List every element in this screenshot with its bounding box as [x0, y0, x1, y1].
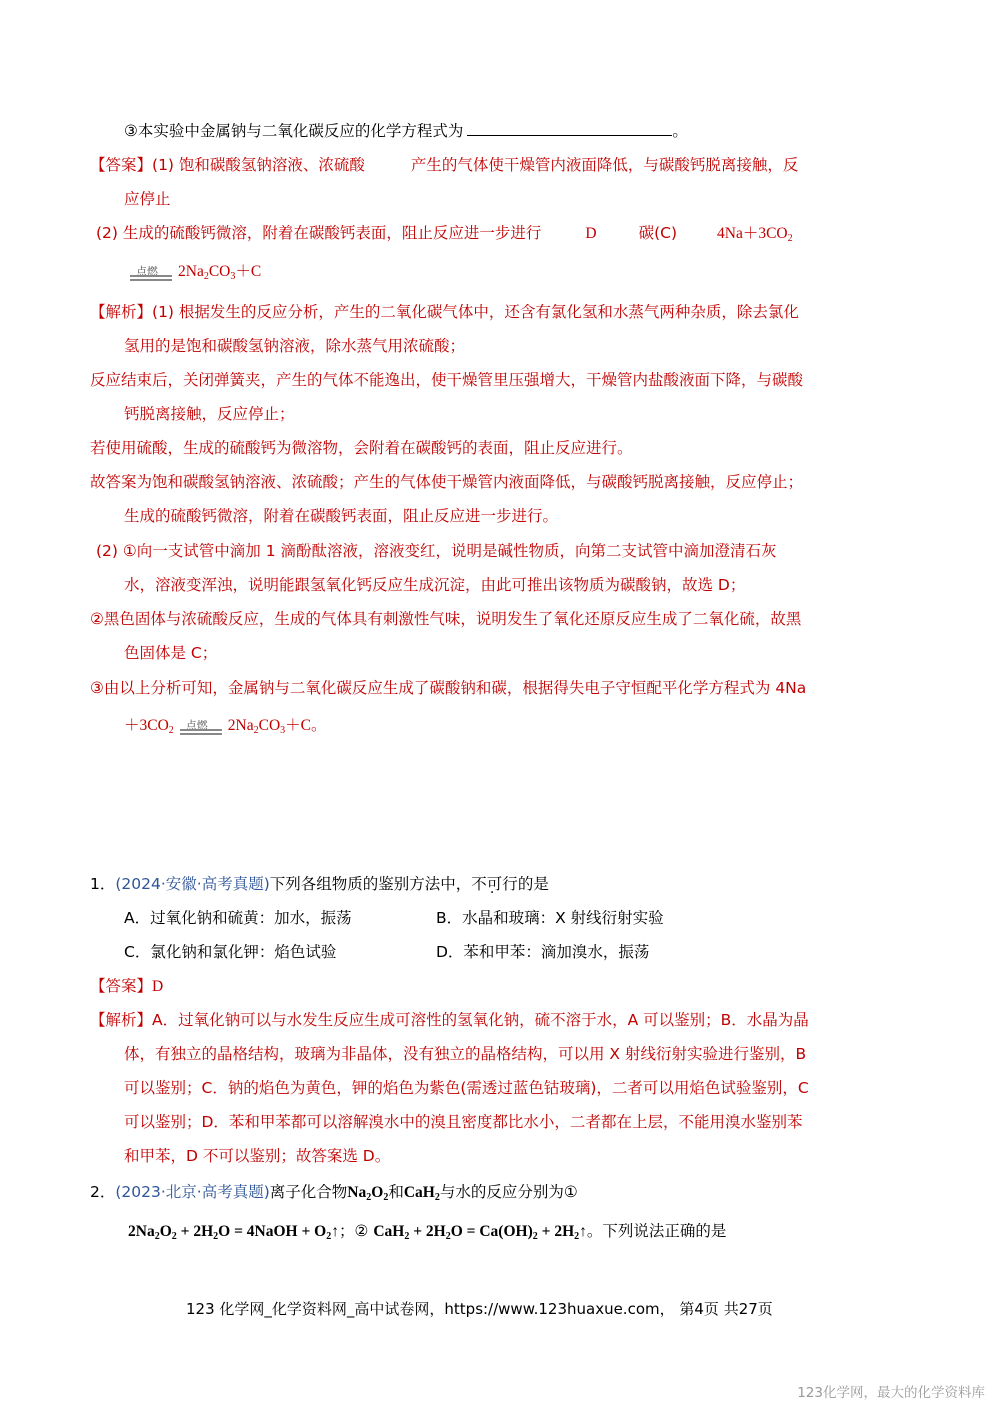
- question-1-stem: 1．(2024·安徽·高考真题)下列各组物质的鉴别方法中，不可行的是: [90, 875, 549, 893]
- question-1-analysis-4: 可以鉴别；D．苯和甲苯都可以溶解溴水中的溴且密度都比水小，二者都在上层，不能用溴水鉴别苯: [124, 1113, 803, 1131]
- answer-equation-rhs: 点燃 $2Na_2CO_3+C$: [130, 260, 261, 284]
- option-c: C．氯化钠和氯化钾：焰色试验: [124, 943, 337, 961]
- q3-prompt: ③本实验中金属钠与二氧化碳反应的化学方程式为 。: [124, 122, 688, 140]
- analysis-equation: $+3CO_2$ 点燃 $2Na_2CO_3+C$。: [124, 717, 327, 736]
- question-1-answer: 【答案】D: [90, 977, 164, 995]
- watermark: 123化学网，最大的化学资料库: [797, 1385, 985, 1401]
- ignition-condition-icon: 点燃: [180, 716, 222, 736]
- gas-arrow-icon: ↑: [579, 1223, 587, 1240]
- answer-line-1: 【答案】(1) 饱和碳酸氢钠溶液、浓硫酸 产生的气体使干燥管内液面降低，与碳酸钙脱离接触，反: [90, 156, 799, 174]
- question-1-analysis-1: 【解析】A．过氧化钠可以与水发生反应生成可溶性的氢氧化钠，硫不溶于水，A 可以鉴别；B．水晶为晶: [90, 1011, 809, 1029]
- answer-line-2: 应停止: [124, 190, 171, 208]
- analysis-line-5: 若使用硫酸，生成的硫酸钙为微溶物，会附着在碳酸钙的表面，阻止反应进行。: [90, 439, 633, 457]
- question-1-analysis-3: 可以鉴别；C．钠的焰色为黄色，钾的焰色为紫色(需透过蓝色钴玻璃)，二者可以用焰色试验鉴别，C: [124, 1079, 809, 1097]
- option-a: A．过氧化钠和硫黄：加水，振荡: [124, 909, 352, 927]
- page-footer: 123 化学网_化学资料网_高中试卷网，https://www.123huaxue.com， 第4页 共27页: [186, 1300, 773, 1318]
- question-2-source[interactable]: (2023·北京·高考真题): [115, 1183, 270, 1201]
- analysis-line-3: 反应结束后，关闭弹簧夹，产生的气体不能逸出，使干燥管里压强增大，干燥管内盐酸液面下降，与碳酸: [90, 371, 804, 389]
- equation-lhs: $4Na+3CO_2$: [717, 225, 793, 244]
- ignition-condition-icon: 点燃: [130, 262, 172, 282]
- analysis-line-12: ③由以上分析可知，金属钠与二氧化碳反应生成了碳酸钠和碳，根据得失电子守恒配平化学方程式为 4Na: [90, 679, 807, 697]
- analysis-line-11: 色固体是 C；: [124, 644, 218, 662]
- analysis-tag: 【解析】: [90, 303, 153, 321]
- answer-tag: 【答案】: [90, 156, 153, 174]
- option-d: D．苯和甲苯：滴加溴水，振荡: [436, 943, 650, 961]
- analysis-line-7: 生成的硫酸钙微溶，附着在碳酸钙表面，阻止反应进一步进行。: [124, 507, 559, 525]
- analysis-line-6: 故答案为饱和碳酸氢钠溶液、浓硫酸；产生的气体使干燥管内液面降低，与碳酸钙脱离接触，反应停止；: [90, 473, 804, 491]
- option-b: B．水晶和玻璃：X 射线衍射实验: [436, 909, 664, 927]
- question-1-analysis-2: 体，有独立的晶格结构，玻璃为非晶体，没有独立的晶格结构，可以用 X 射线衍射实验进行鉴别，B: [124, 1045, 807, 1063]
- question-2-equations: $2Na_2O_2 + 2H_2O$ = 4NaOH + $O_2↑$；② $CaH_2 + 2H_2O = Ca(OH)_2$ + $2H_2↑$。下列说法正确的是: [128, 1222, 727, 1242]
- gas-arrow-icon: ↑: [331, 1223, 339, 1240]
- analysis-line-1: 【解析】(1) 根据发生的反应分析，产生的二氧化碳气体中，还含有氯化氢和水蒸气两种杂质，除去氯化: [90, 303, 799, 321]
- question-2-stem: 2．(2023·北京·高考真题)离子化合物$Na_2O_2$和CaH$_2$与水的反应分别为①: [90, 1183, 578, 1203]
- analysis-line-9: 水，溶液变浑浊，说明能跟氢氧化钙反应生成沉淀，由此可推出该物质为碳酸钠，故选 D；: [124, 576, 746, 594]
- analysis-line-10: ②黑色固体与浓硫酸反应，生成的气体具有刺激性气味，说明发生了氧化还原反应生成了二氧化硫，故黑: [90, 610, 802, 628]
- answer-blank[interactable]: [467, 120, 672, 136]
- emphasis-not-feasible: 不可行: [471, 875, 518, 893]
- question-1-source[interactable]: (2024·安徽·高考真题): [115, 875, 270, 893]
- analysis-line-2: 氢用的是饱和碳酸氢钠溶液，除水蒸气用浓硫酸；: [124, 337, 466, 355]
- analysis-line-8: (2) ①向一支试管中滴加 1 滴酚酞溶液，溶液变红，说明是碱性物质，向第二支试管中滴加澄清石灰: [96, 542, 777, 560]
- analysis-line-4: 钙脱离接触，反应停止；: [124, 405, 295, 423]
- question-1-analysis-5: 和甲苯，D 不可以鉴别；故答案选 D。: [124, 1147, 391, 1165]
- answer-line-3: (2) 生成的硫酸钙微溶，附着在碳酸钙表面，阻止反应进一步进行 D 碳(C) $4Na+3CO_2$: [96, 224, 793, 244]
